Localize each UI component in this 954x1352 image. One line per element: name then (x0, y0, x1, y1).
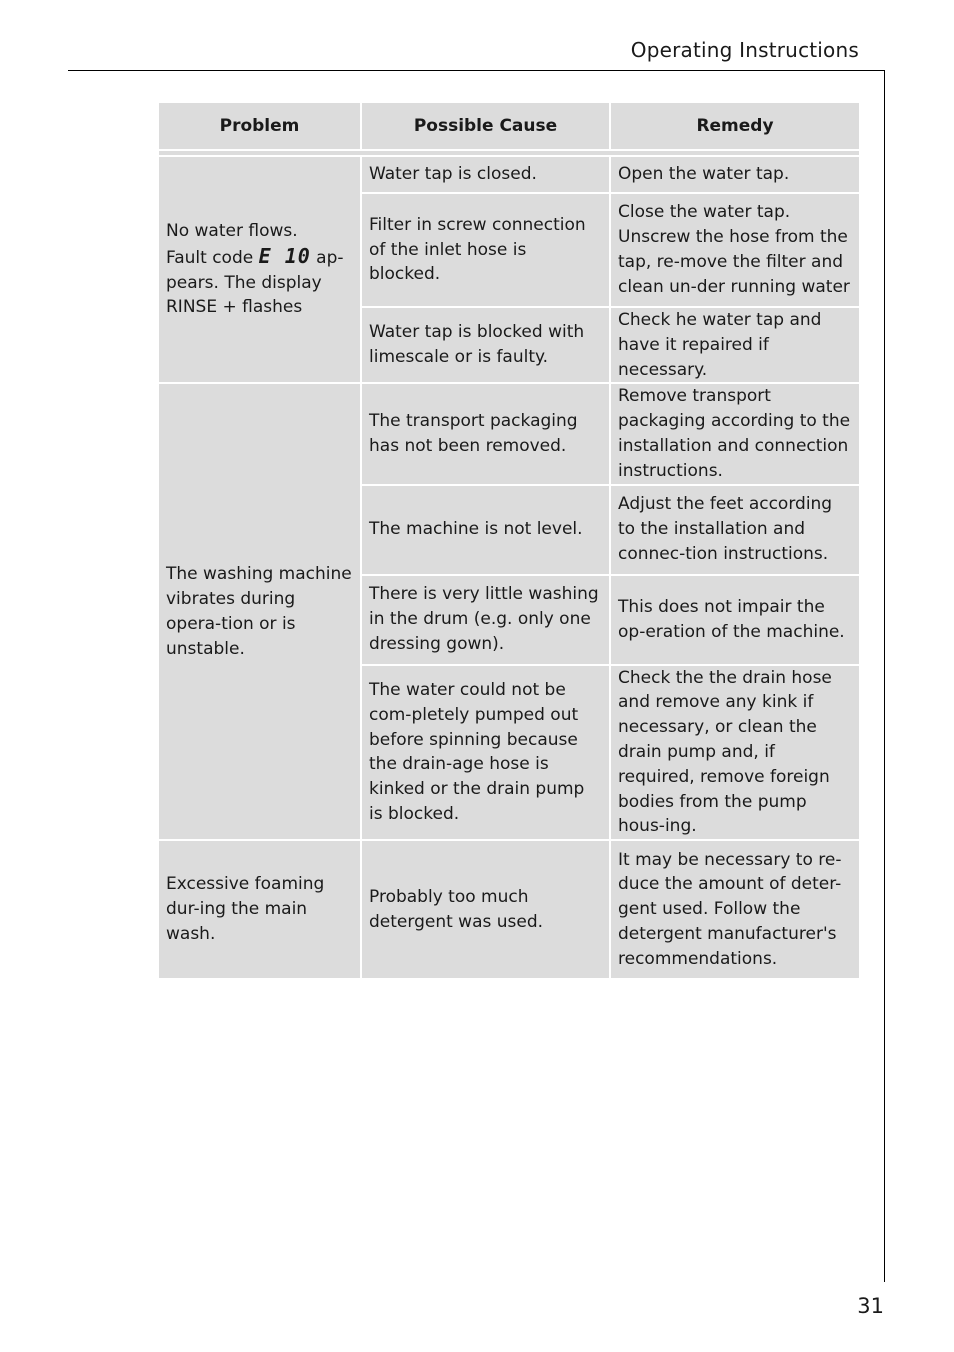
problem-cell (158, 156, 361, 383)
problem-line: Fault code (166, 247, 259, 268)
problem-line: pears. The display (166, 272, 322, 293)
column-header-problem: Problem (158, 102, 361, 150)
header-rule (68, 70, 885, 71)
fault-code-display: E 10 (258, 243, 311, 268)
problem-line: ap- (310, 247, 344, 268)
problem-cell: The washing machine vibrates during opera-tion or is unstable. (158, 383, 361, 840)
cause-cell: Probably too much detergent was used. (361, 840, 610, 979)
margin-rule (884, 70, 885, 1282)
remedy-cell: Close the water tap. Unscrew the hose from the tap, re-move the filter and clean un-der running water (610, 193, 860, 307)
troubleshooting-table (157, 101, 861, 980)
cause-cell: The transport packaging has not been removed. (361, 383, 610, 484)
table-row (158, 383, 860, 484)
cause-cell: The water could not be com-pletely pumped out before spinning because the drain-age hose is kinked or the drain pump is blocked. (361, 665, 610, 841)
cause-cell: Water tap is blocked with limescale or is faulty. (361, 307, 610, 383)
cause-cell: The machine is not level. (361, 485, 610, 575)
remedy-cell: It may be necessary to re-duce the amount of deter-gent used. Follow the detergent manufacturer's recommendations. (610, 840, 860, 979)
remedy-cell: Check the the drain hose and remove any kink if necessary, or clean the drain pump and, if required, remove foreign bodies from the pump hous-ing. (610, 665, 860, 841)
table-row (158, 840, 860, 979)
cause-cell: Water tap is closed. (361, 156, 610, 193)
table-header-row (158, 102, 860, 150)
problem-line: No water flows. (166, 221, 298, 242)
problem-line: RINSE + flashes (166, 297, 303, 318)
remedy-cell: Open the water tap. (610, 156, 860, 193)
remedy-cell: Adjust the feet according to the installation and connec-tion instructions. (610, 485, 860, 575)
column-header-remedy: Remedy (610, 102, 860, 150)
remedy-cell: This does not impair the op-eration of the machine. (610, 575, 860, 665)
column-header-cause: Possible Cause (361, 102, 610, 150)
table-row (158, 156, 860, 193)
remedy-cell: Check he water tap and have it repaired if necessary. (610, 307, 860, 383)
remedy-cell: Remove transport packaging according to the installation and connection instructions. (610, 383, 860, 484)
page-header-title: Operating Instructions (630, 38, 859, 62)
cause-cell: Filter in screw connection of the inlet hose is blocked. (361, 193, 610, 307)
page-number: 31 (857, 1294, 884, 1318)
problem-cell: Excessive foaming dur-ing the main wash. (158, 840, 361, 979)
cause-cell: There is very little washing in the drum (e.g. only one dressing gown). (361, 575, 610, 665)
